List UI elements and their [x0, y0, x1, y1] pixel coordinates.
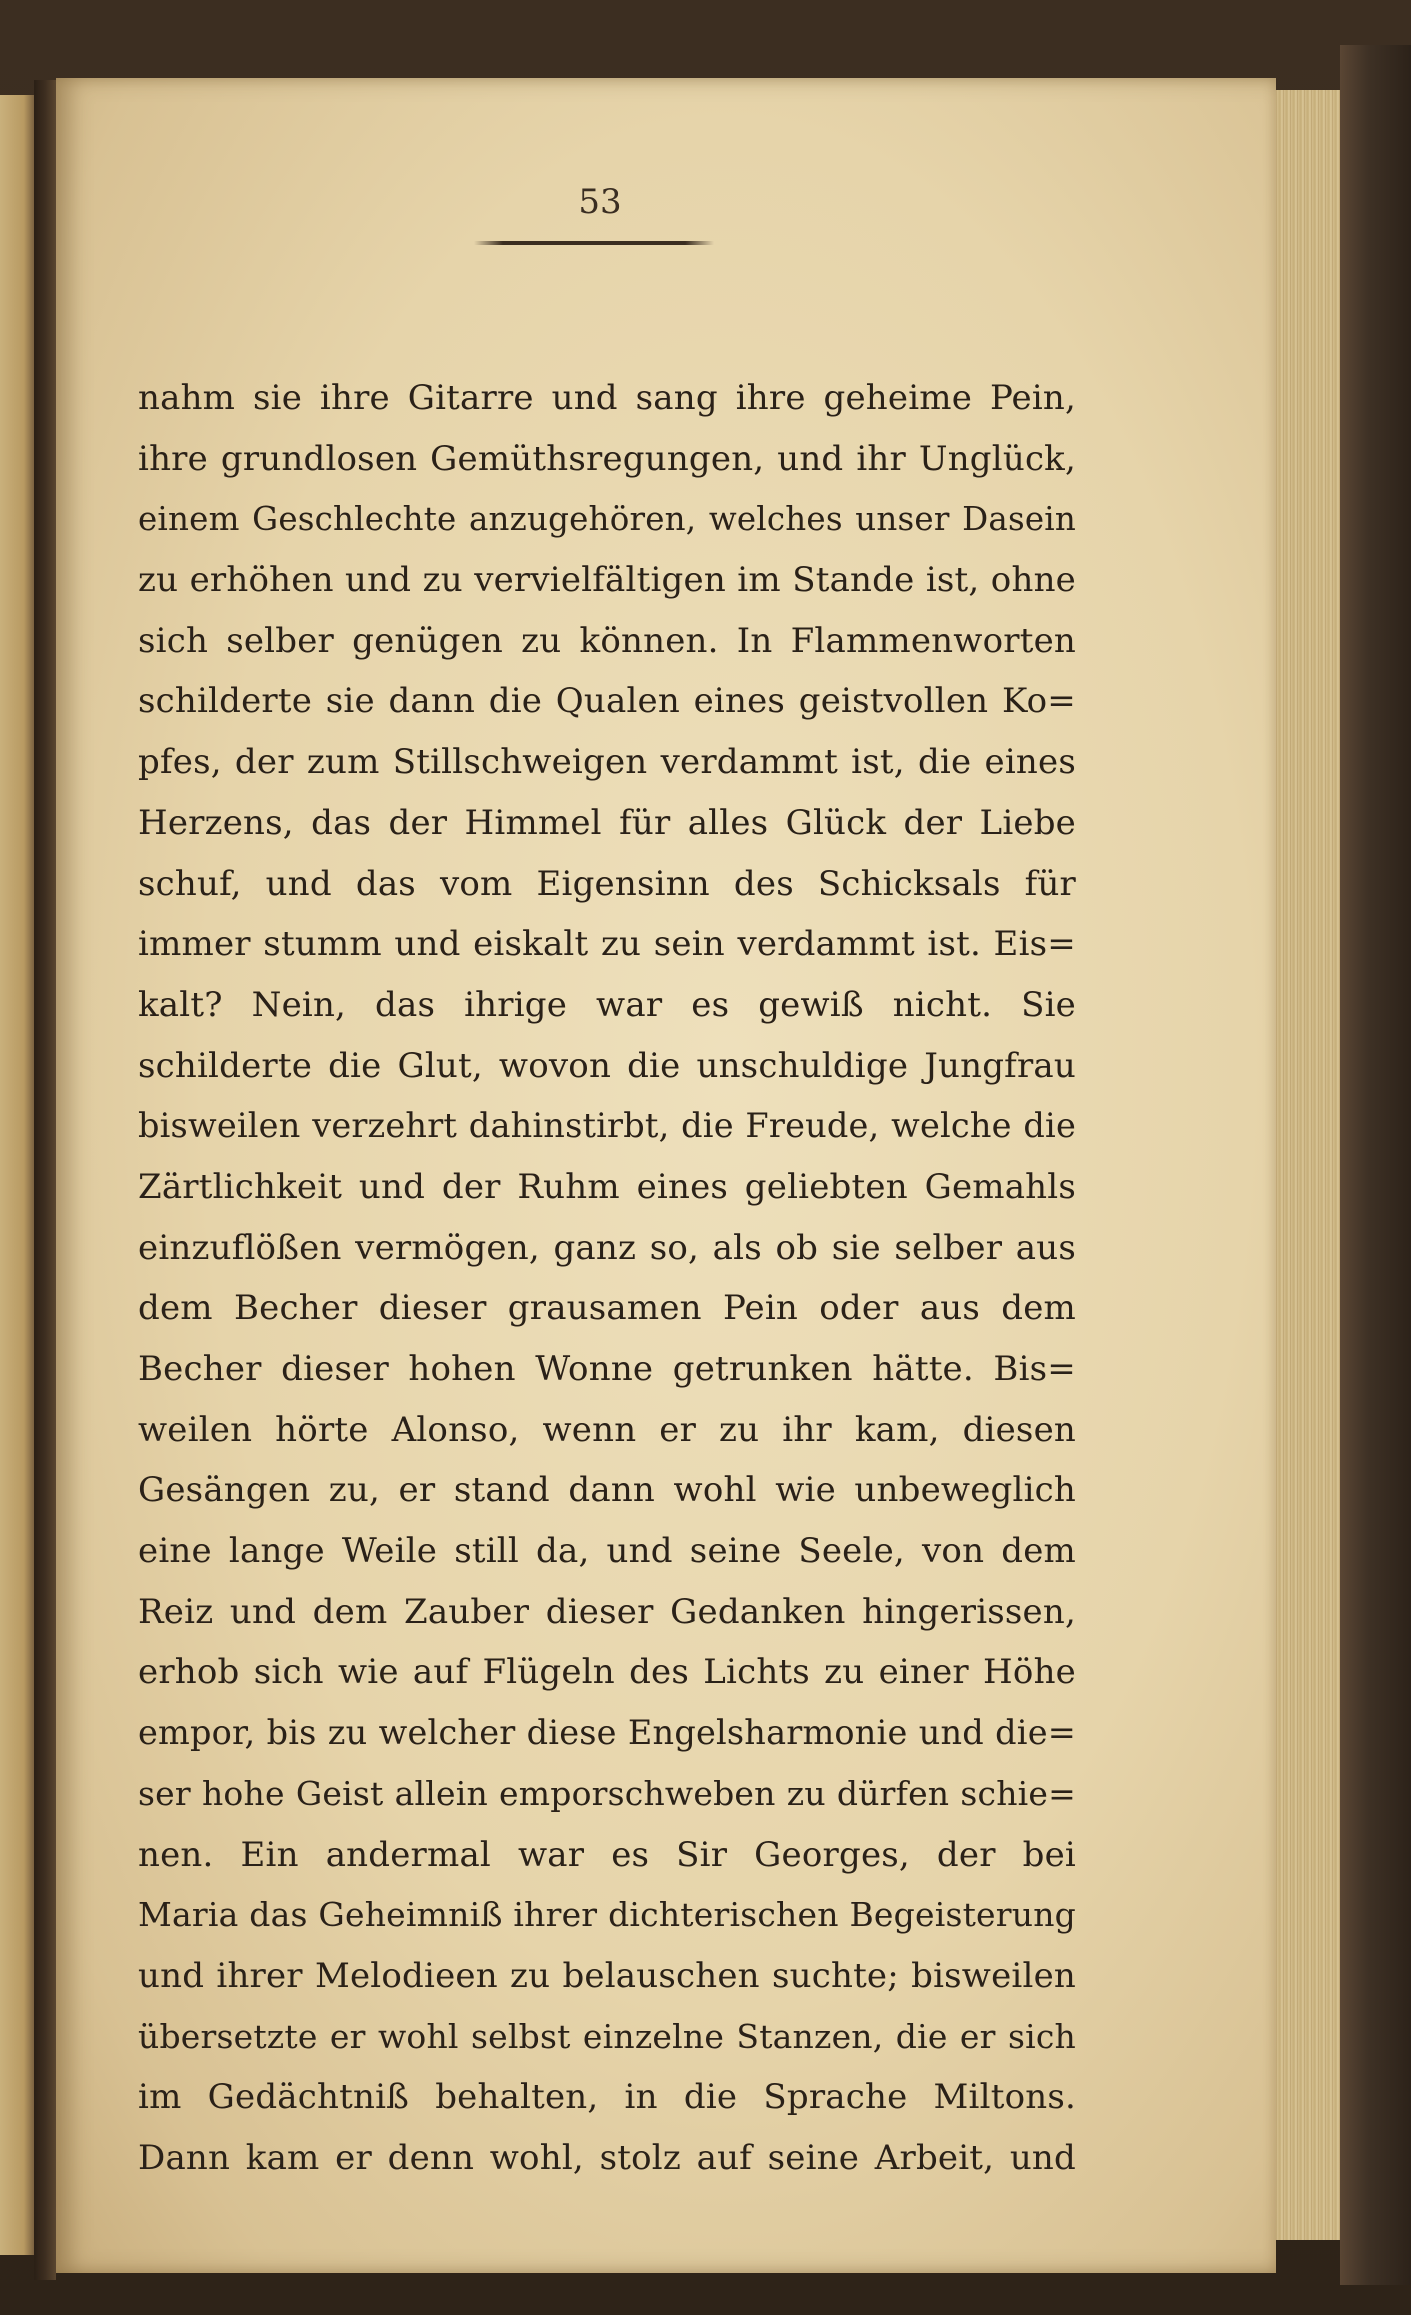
left-page-edge: [0, 95, 34, 2255]
text-line: einem Geschlechte anzugehören, welches unser Dasein: [138, 500, 1076, 539]
text-line: empor, bis zu welcher diese Engelsharmonie und die=: [138, 1713, 1076, 1753]
header-rule: [474, 241, 714, 245]
text-line: Zärtlichkeit und der Ruhm eines geliebten Gemahls: [138, 1166, 1076, 1207]
right-cover-edge: [1340, 45, 1411, 2285]
text-line: Reiz und dem Zauber dieser Gedanken hingerissen,: [138, 1591, 1076, 1632]
page-number: 53: [578, 182, 622, 222]
text-line: weilen hörte Alonso, wenn er zu ihr kam, diesen: [138, 1409, 1076, 1450]
text-line: pfes, der zum Stillschweigen verdammt ist, die eines: [138, 742, 1076, 783]
text-line: nen. Ein andermal war es Sir Georges, der bei: [138, 1834, 1076, 1875]
text-line: Gesängen zu, er stand dann wohl wie unbeweglich: [138, 1470, 1076, 1511]
body-text: [138, 368, 1076, 2189]
text-line: und ihrer Melodieen zu belauschen suchte; bisweilen: [138, 1955, 1076, 1996]
page-stack-edges: [1270, 90, 1340, 2240]
text-line: eine lange Weile still da, und seine Seele, von dem: [138, 1531, 1076, 1572]
text-line: schilderte sie dann die Qualen eines geistvollen Ko=: [138, 681, 1076, 722]
text-line: Becher dieser hohen Wonne getrunken hätte. Bis=: [138, 1349, 1076, 1389]
text-line: sich selber genügen zu können. In Flammenworten: [138, 620, 1076, 661]
text-line: kalt? Nein, das ihrige war es gewiß nicht. Sie: [138, 984, 1076, 1025]
text-line: im Gedächtniß behalten, in die Sprache Miltons.: [138, 2077, 1076, 2118]
text-line: Herzens, das der Himmel für alles Glück der Liebe: [138, 802, 1076, 843]
text-line: dem Becher dieser grausamen Pein oder aus dem: [138, 1288, 1076, 1329]
text-line: schuf, und das vom Eigensinn des Schicksals für: [138, 863, 1076, 904]
text-line: Dann kam er denn wohl, stolz auf seine Arbeit, und: [138, 2137, 1076, 2178]
text-line: nahm sie ihre Gitarre und sang ihre geheime Pein,: [138, 378, 1076, 418]
text-line: Maria das Geheimniß ihrer dichterischen Begeisterung: [138, 1895, 1076, 1935]
book-gutter: [34, 80, 56, 2280]
text-line: ser hohe Geist allein emporschweben zu dürfen schie=: [138, 1773, 1076, 1813]
text-line: bisweilen verzehrt dahinstirbt, die Freude, welche die: [138, 1106, 1076, 1146]
text-line: immer stumm und eiskalt zu sein verdammt ist. Eis=: [138, 924, 1076, 965]
text-line: zu erhöhen und zu vervielfältigen im Stande ist, ohne: [138, 560, 1076, 601]
text-line: ihre grundlosen Gemüthsregungen, und ihr Unglück,: [138, 438, 1076, 479]
text-line: einzuflößen vermögen, ganz so, als ob sie selber aus: [138, 1227, 1076, 1268]
text-line: erhob sich wie auf Flügeln des Lichts zu einer Höhe: [138, 1652, 1076, 1693]
text-line: schilderte die Glut, wovon die unschuldige Jungfrau: [138, 1045, 1076, 1086]
text-line: übersetzte er wohl selbst einzelne Stanzen, die er sich: [138, 2016, 1076, 2056]
